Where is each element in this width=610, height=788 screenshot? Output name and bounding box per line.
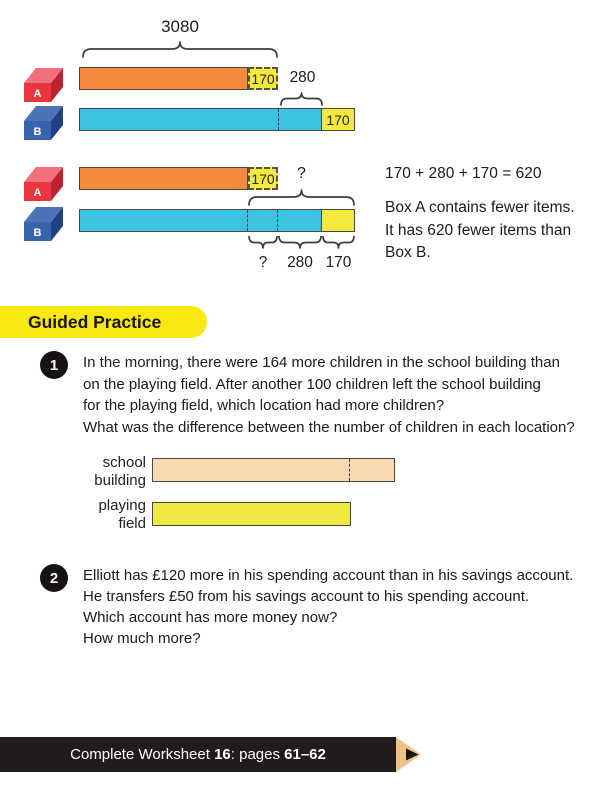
problem2-text-line: Which account has more money now? [83, 609, 338, 626]
model2-caption-line: Box A contains fewer items. [385, 199, 575, 216]
model2-difference-label: ? [297, 165, 306, 182]
model2-segment-brace-2 [278, 236, 322, 250]
problem1-text [83, 352, 575, 439]
problem2-number: 2 [49, 569, 59, 587]
model2-difference-brace [248, 189, 355, 206]
box-a-letter: A [33, 187, 42, 199]
problem1-number-badge [40, 351, 68, 379]
model1-total-brace [82, 41, 278, 58]
model2-segment-brace-1 [248, 236, 278, 250]
model2-bar-b [79, 209, 355, 232]
model1-bar-b-end-box: 170 [321, 109, 354, 130]
model2-segment-label-3: 170 [325, 254, 352, 271]
label-line: field [118, 514, 146, 532]
problem2-text-line: How much more? [83, 630, 201, 647]
problem1-text-line: for the playing field, which location had more children? [83, 397, 445, 415]
model2-equation: 170 + 280 + 170 = 620 [385, 165, 542, 182]
model1-bar-b-dashed-line [278, 109, 279, 130]
problem2-number-badge [40, 564, 68, 592]
label-line: building [94, 471, 146, 489]
box-b-letter: B [33, 227, 42, 239]
model1-total-label: 3080 [161, 17, 199, 36]
footer-worksheet-banner [0, 737, 396, 772]
model2-segment-label-2: 280 [287, 254, 313, 271]
box-a-cube-icon [24, 66, 64, 102]
model2-bar-a-dashed-box: 170 [248, 167, 278, 190]
problem1-model-row2-label [70, 497, 146, 532]
model2-caption-line: It has 620 fewer items than [385, 221, 572, 239]
problem1-text-line: What was the difference between the number of children in each location? [83, 419, 575, 437]
model2-bar-b-end-segment [321, 210, 354, 231]
model2-bar-a [79, 167, 248, 190]
problem2-text-line: Elliott has £120 more in his spending account than in his savings account. [83, 567, 574, 584]
model1-gap-brace [280, 92, 323, 106]
box-b-cube-icon [24, 104, 64, 140]
footer-text-separator: : pages [230, 746, 285, 763]
footer-text-prefix: Complete Worksheet [70, 746, 215, 763]
box-a-cube-icon [24, 165, 64, 201]
model1-bar-a [79, 67, 248, 90]
problem1-model-bar-field [152, 502, 351, 526]
model2-caption-line: Box B. [385, 244, 431, 261]
footer-page-range: 61–62 [284, 746, 326, 763]
label-line: playing [98, 497, 146, 514]
problem1-model-row1-label [70, 454, 146, 489]
model2-segment-label-1: ? [258, 254, 268, 271]
problem2-text-line: He transfers £50 from his savings account to his spending account. [83, 588, 530, 605]
box-a-letter: A [33, 88, 42, 100]
problem1-model-bar-school [152, 458, 395, 482]
guided-practice-title: Guided Practice [28, 312, 162, 332]
box-b-cube-icon [24, 205, 64, 241]
problem1-number: 1 [49, 356, 59, 374]
model1-bar-a-dashed-box: 170 [248, 67, 278, 90]
problem1-text-line: In the morning, there were 164 more children in the school building than [83, 354, 560, 371]
model2-segment-brace-3 [322, 236, 355, 250]
problem1-text-line: on the playing field. After another 100 children left the school building [83, 375, 541, 393]
model2-caption [385, 197, 575, 265]
problem2-text [83, 565, 573, 649]
label-line: school [102, 454, 146, 471]
footer-worksheet-number: 16 [214, 746, 231, 763]
model2-bar-b-dashed-line-1 [247, 210, 248, 231]
model1-gap-label: 280 [289, 69, 316, 86]
model1-bar-b [79, 108, 355, 131]
model2-bar-b-dashed-line-2 [277, 210, 278, 231]
problem1-model-bar-dashed-line [349, 459, 350, 481]
box-b-letter: B [33, 126, 42, 138]
pencil-tip-icon [396, 735, 430, 774]
guided-practice-banner [0, 306, 207, 338]
